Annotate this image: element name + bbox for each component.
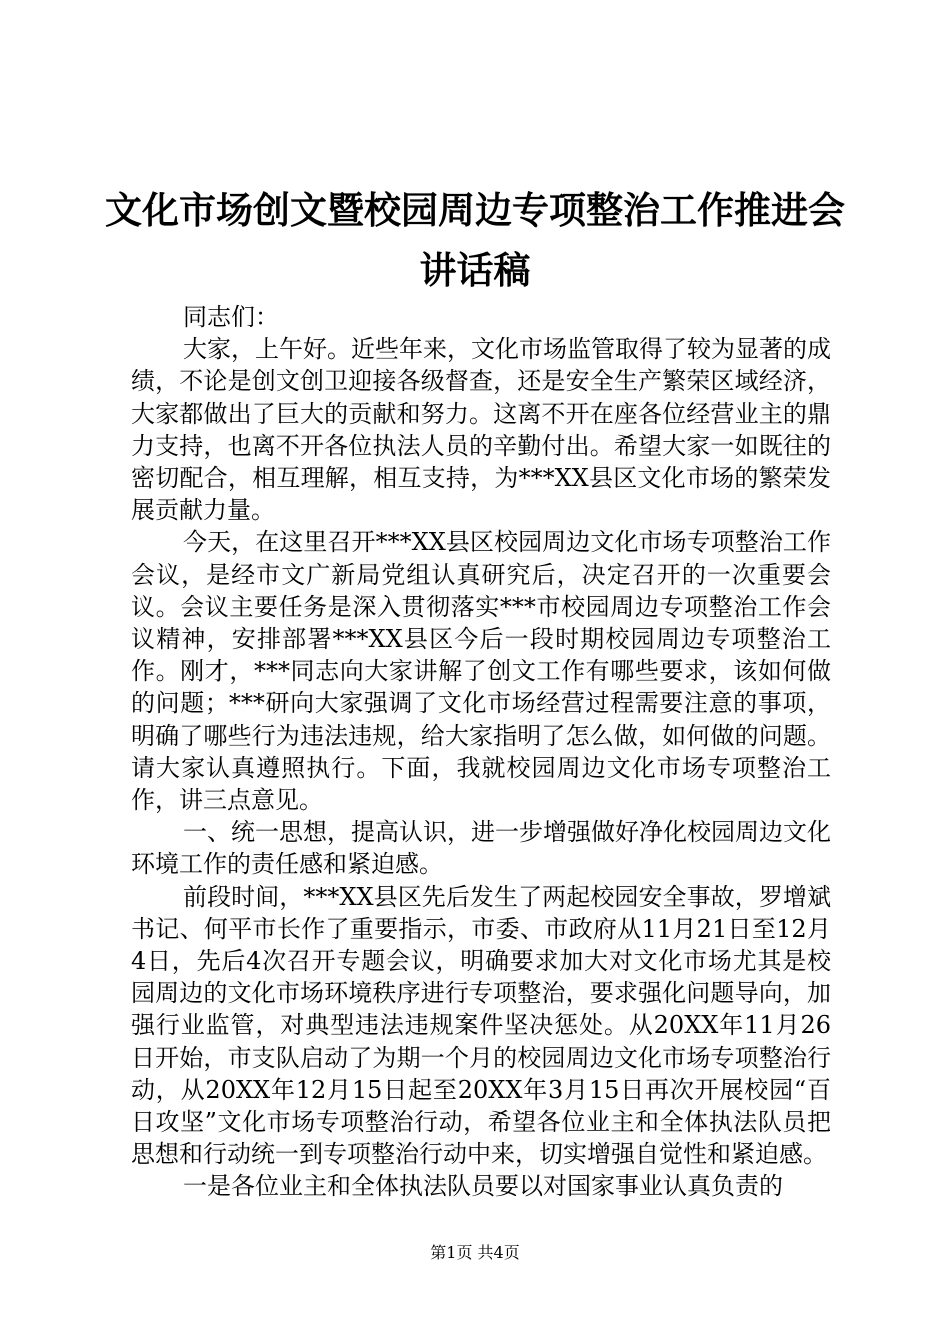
document-body [131, 301, 831, 1203]
body-paragraph: 一是各位业主和全体执法队员要以对国家事业认真负责的 [183, 1172, 783, 1201]
body-paragraph: 今天，在这里召开***XX县区校园周边文化市场专项整治工作会议，是经市文广新局党组认真研究后，决定召开的一次重要会议。会议主要任务是深入贯彻落实***市校园周边专项整治工作会议精神，安排部署***XX县区今后一段时期校园周边专项整治工作。刚才，***同志向大家讲解了创文工作有哪些要求，该如何做的问题；***研向大家强调了文化市场经营过程需要注意的事项，明确了哪些行为违法违规，给大家指明了怎么做，如何做的问题。请大家认真遵照执行。下面，我就校园周边文化市场专项整治工作，讲三点意见。 [131, 528, 831, 815]
body-paragraph: 前段时间，***XX县区先后发生了两起校园安全事故，罗增斌书记、何平市长作了重要指示，市委、市政府从11月21日至12月4日，先后4次召开专题会议，明确要求加大对文化市场尤其是校园周边的文化市场环境秩序进行专项整治，要求强化问题导向，加强行业监管，对典型违法违规案件坚决惩处。从20XX年11月26日开始，市支队启动了为期一个月的校园周边文化市场专项整治行动，从20XX年12月15日起至20XX年3月15日再次开展校园“百日攻坚”文化市场专项整治行动，希望各位业主和全体执法队员把思想和行动统一到专项整治行动中来，切实增强自觉性和紧迫感。 [131, 882, 831, 1169]
body-paragraph: 大家，上午好。近些年来，文化市场监管取得了较为显著的成绩，不论是创文创卫迎接各级督查，还是安全生产繁荣区域经济，大家都做出了巨大的贡献和努力。这离不开在座各位经营业主的鼎力支持，也离不开各位执法人员的辛勤付出。希望大家一如既往的密切配合，相互理解，相互支持，为***XX县区文化市场的繁荣发展贡献力量。 [131, 335, 831, 525]
document-title-line-2: 讲话稿 [419, 248, 531, 292]
page-footer: 第1页 共4页 [430, 1243, 520, 1262]
salutation: 同志们： [183, 303, 279, 331]
document-title-line-1: 文化市场创文暨校园周边专项整治工作推进会 [105, 188, 845, 232]
section-heading: 一、统一思想，提高认识，进一步增强做好净化校园周边文化环境工作的责任感和紧迫感。 [131, 818, 831, 879]
